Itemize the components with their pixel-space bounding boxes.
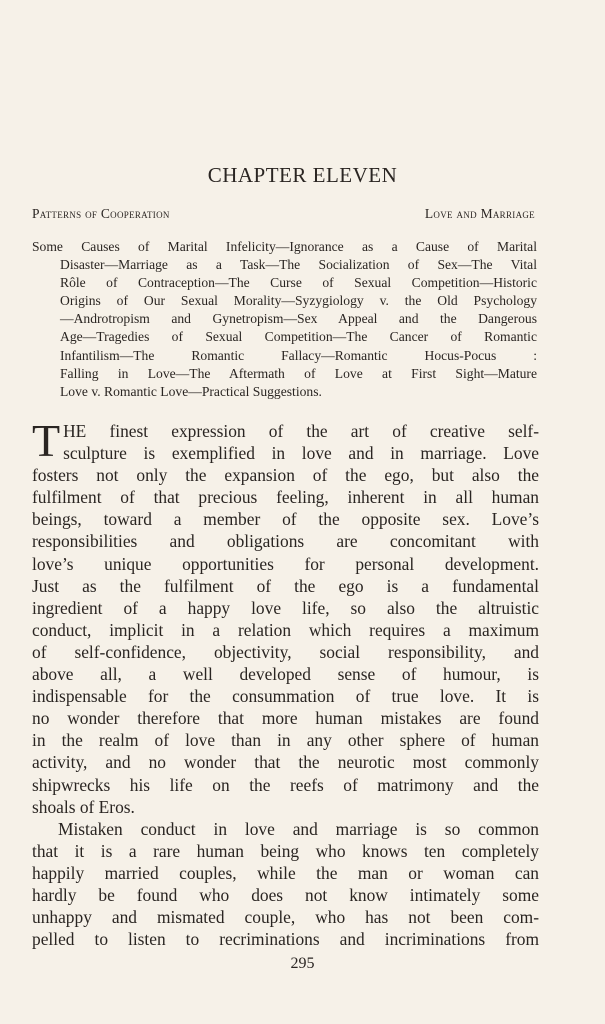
body-line: HE finest expression of the art of creative self- bbox=[63, 421, 539, 441]
body-line: love’s unique opportunities for personal development. bbox=[32, 553, 539, 574]
chapter-synopsis bbox=[32, 238, 537, 401]
body-line: in the realm of love than in any other sphere of human bbox=[32, 730, 539, 751]
body-line: ingredient of a happy love life, so also the altruistic bbox=[32, 597, 539, 618]
synopsis-line: Origins of Our Sexual Morality—Syzygiology v. the Old Psychology bbox=[60, 293, 537, 309]
body-line: Mistaken conduct in love and marriage is so common bbox=[58, 818, 539, 839]
body-line: beings, toward a member of the opposite sex. Love’s bbox=[32, 509, 539, 530]
section-heading-right: Love and Marriage bbox=[424, 206, 535, 221]
body-line: fosters not only the expansion of the ego, but also the bbox=[32, 465, 539, 486]
drop-cap: T bbox=[32, 415, 61, 466]
body-line: unhappy and mismated couple, who has not been com- bbox=[32, 907, 539, 928]
body-line: that it is a rare human being who knows ten completely bbox=[32, 840, 539, 861]
body-line: happily married couples, while the man or woman can bbox=[32, 862, 539, 883]
synopsis-line: Rôle of Contraception—The Curse of Sexual Competition—Historic bbox=[60, 275, 537, 291]
opening-paragraph-start bbox=[32, 415, 539, 466]
synopsis-line: —Androtropism and Gynetropism—Sex Appeal and the Dangerous bbox=[60, 311, 537, 327]
synopsis-line: Disaster—Marriage as a Task—The Socialization of Sex—The Vital bbox=[60, 257, 537, 273]
body-text bbox=[32, 415, 539, 950]
body-line: fulfilment of that precious feeling, inherent in all human bbox=[32, 487, 539, 508]
body-line: pelled to listen to recriminations and incriminations from bbox=[32, 929, 539, 950]
synopsis-line: Age—Tragedies of Sexual Competition—The Cancer of Romantic bbox=[60, 329, 537, 345]
body-line: Just as the fulfilment of the ego is a fundamental bbox=[32, 575, 539, 596]
body-line: indispensable for the consummation of true love. It is bbox=[32, 686, 539, 707]
body-line: responsibilities and obligations are concomitant with bbox=[32, 531, 539, 552]
synopsis-line: Falling in Love—The Aftermath of Love at First Sight—Mature bbox=[60, 365, 537, 381]
synopsis-line: Infantilism—The Romantic Fallacy—Romantic Hocus-Pocus : bbox=[60, 347, 537, 363]
synopsis-line: Love v. Romantic Love—Practical Suggestions. bbox=[60, 383, 322, 399]
body-line: hardly be found who does not know intimately some bbox=[32, 884, 539, 905]
body-line: shoals of Eros. bbox=[32, 796, 135, 817]
body-line: no wonder therefore that more human mistakes are found bbox=[32, 708, 539, 729]
body-line: above all, a well developed sense of humour, is bbox=[32, 664, 539, 685]
body-line: shipwrecks his life on the reefs of matrimony and the bbox=[32, 774, 539, 795]
body-line: conduct, implicit in a relation which requires a maximum bbox=[32, 619, 539, 640]
body-line: of self-confidence, objectivity, social responsibility, and bbox=[32, 641, 539, 662]
section-heading-left: Patterns of Cooperation bbox=[32, 206, 170, 221]
body-line: sculpture is exemplified in love and in marriage. Love bbox=[63, 443, 539, 464]
page-number: 295 bbox=[290, 955, 315, 972]
synopsis-line: Some Causes of Marital Infelicity—Ignorance as a Cause of Marital bbox=[32, 239, 537, 254]
body-line: activity, and no wonder that the neurotic most commonly bbox=[32, 752, 539, 773]
chapter-title: CHAPTER ELEVEN bbox=[207, 163, 398, 187]
